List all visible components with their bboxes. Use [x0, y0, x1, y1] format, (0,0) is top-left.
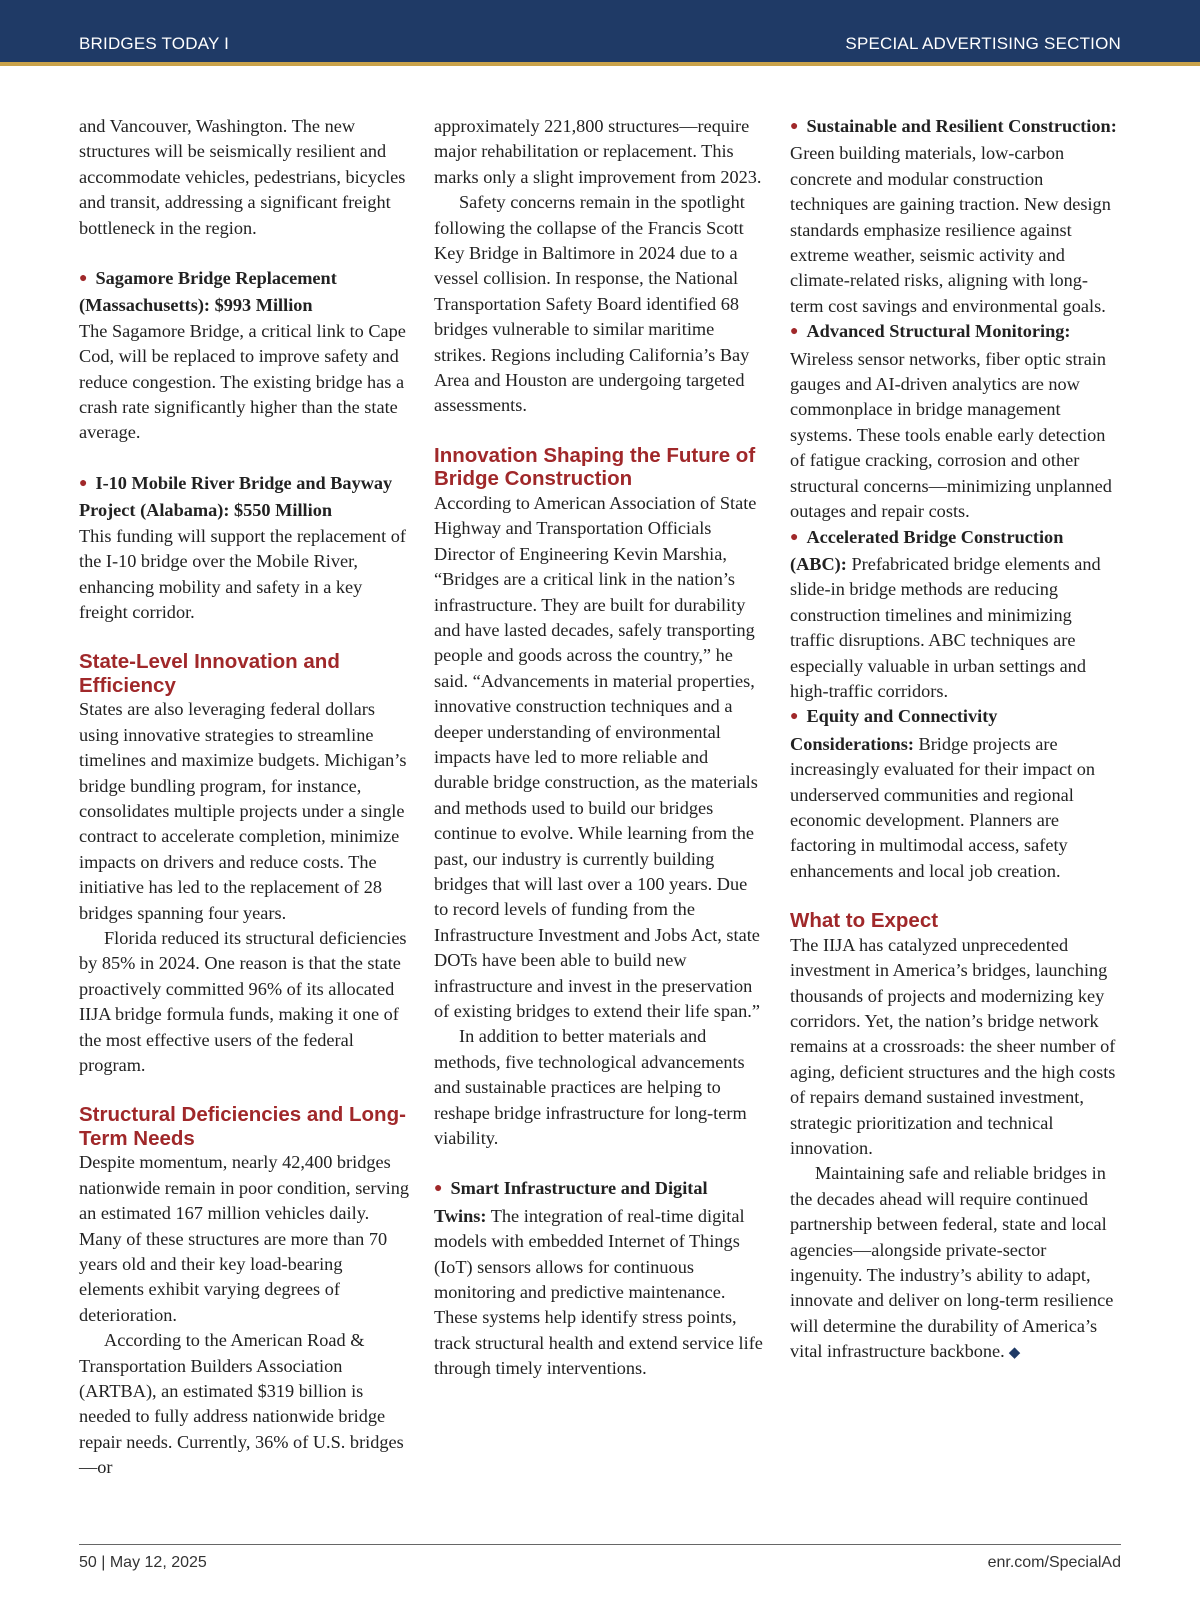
bullet-item [790, 114, 1120, 319]
paragraph: In addition to better materials and methods, five technological advancements and sustainable practices are helping to reshape bridge infrastructure for long-term viability. [434, 1026, 747, 1149]
paragraph-text: Maintaining safe and reliable bridges in the decades ahead will require continued partnership between federal, state and local agencies—alongside private-sector ingenuity. The industry’s ability to adapt, innovate and deliver on long-term resilience will determine the durability of America’s vital infrastructure backbone. [790, 1163, 1114, 1362]
bullet-item [434, 1176, 764, 1381]
bullet-item [79, 266, 409, 319]
bullet-title: Advanced Structural Monitoring: [806, 321, 1071, 342]
bullet-title: Sustainable and Resilient Construction: [806, 116, 1117, 136]
section-heading: Innovation Shaping the Future of Bridge Construction [434, 443, 756, 491]
column-1 [79, 114, 409, 1481]
bullet-icon: ● [79, 475, 88, 491]
footer-link[interactable]: enr.com/SpecialAd [987, 1554, 1121, 1571]
end-mark-icon: ◆ [1008, 1345, 1021, 1362]
paragraph: According to the American Road & Transportation Builders Association (ARTBA), an estimated $319 billion is needed to fully address nationwide bridge repair needs. Currently, 36% of U.S. bridges—or [79, 1330, 404, 1478]
bullet-text: Wireless sensor networks, fiber optic strain gauges and AI-driven analytics are now commonplace in bridge management systems. These tools enable early detection of fatigue cracking, corrosion and other structural concerns—minimizing unplanned outages and repair costs. [790, 348, 1112, 522]
bullet-item [790, 704, 1120, 884]
bullet-icon: ● [79, 271, 88, 287]
bullet-icon: ● [790, 324, 799, 340]
paragraph: The IIJA has catalyzed unprecedented investment in America’s bridges, launching thousands of projects and modernizing key corridors. Yet, the nation’s bridge network remains at a crossroads: the sheer number of aging, deficient structures and the high costs of repairs demand sustained investment, strategic prioritization and technical innovation. [790, 934, 1116, 1158]
page-info: 50 | May 12, 2025 [79, 1554, 207, 1571]
bullet-title: Equity and Connectivity Considerations: [790, 706, 998, 754]
paragraph: and Vancouver, Washington. The new structures will be seismically resilient and accommodate vehicles, pedestrians, bicycles and transit, addressing a significant freight bottleneck in the region. [79, 116, 406, 238]
bullet-icon: ● [790, 529, 799, 545]
header-bar [0, 0, 1200, 66]
paragraph: The Sagamore Bridge, a critical link to Cape Cod, will be replaced to improve safety and reduce congestion. The existing bridge has a crash rate significantly higher than the state average. [79, 320, 406, 443]
bullet-title: Accelerated Bridge Construction (ABC): [790, 526, 1064, 574]
paragraph: Despite momentum, nearly 42,400 bridges nationwide remain in poor condition, serving an estimated 167 million vehicles daily. Many of these structures are more than 70 years old and their key load-bearing elements exhibit varying degrees of deterioration. [79, 1152, 410, 1325]
bullet-text: The integration of real-time digital models with embedded Internet of Things (IoT) sensors allows for continuous monitoring and predictive maintenance. These systems help identify stress points, track structural health and extend service life through timely interventions. [434, 1205, 763, 1379]
bullet-icon: ● [790, 709, 799, 725]
section-label: SPECIAL ADVERTISING SECTION [845, 34, 1121, 53]
column-2 [434, 114, 764, 1382]
footer-rule [79, 1544, 1121, 1545]
bullet-title: Smart Infrastructure and Digital Twins: [434, 1178, 708, 1226]
paragraph: This funding will support the replacement of the I-10 bridge over the Mobile River, enhancing mobility and safety in a key freight corridor. [79, 525, 406, 622]
paragraph: Florida reduced its structural deficiencies by 85% in 2024. One reason is that the state proactively committed 96% of its allocated IIJA bridge formula funds, making it one of the most effective users of the federal program. [79, 927, 407, 1075]
bullet-title: I-10 Mobile River Bridge and Bayway Project (Alabama): $550 Million [79, 472, 393, 521]
section-heading: What to Expect [790, 909, 939, 933]
bullet-text: Prefabricated bridge elements and slide-in bridge methods are reducing construction timelines and minimizing traffic disruptions. ABC techniques are especially valuable in urban settings and high-traffic corridors. [790, 553, 1101, 701]
bullet-item [790, 319, 1120, 524]
section-heading: Structural Deficiencies and Long-Term Needs [79, 1103, 406, 1150]
paragraph: States are also leveraging federal dollars using innovative strategies to streamline timelines and maximize budgets. Michigan’s bridge bundling program, for instance, consolidates multiple projects under a single contract to accelerate completion, minimize impacts on drivers and reduce costs. The initiative has led to the replacement of 28 bridges spanning four years. [79, 699, 407, 923]
bullet-item [790, 525, 1120, 705]
bullet-item [79, 471, 409, 524]
paragraph: Safety concerns remain in the spotlight following the collapse of the Francis Scott Key Bridge in Baltimore in 2024 due to a vessel collision. In response, the National Transportation Safety Board identified 68 bridges vulnerable to similar maritime strikes. Regions including California’s Bay Area and Houston are undergoing targeted assessments. [434, 192, 750, 416]
section-title: BRIDGES TODAY I [79, 34, 230, 53]
bullet-text: Bridge projects are increasingly evaluated for their impact on underserved communities and regional economic development. Planners are factoring in multimodal access, safety enhancements and local job creation. [790, 733, 1096, 881]
column-3 [790, 114, 1120, 1367]
paragraph: approximately 221,800 structures—require major rehabilitation or replacement. This marks only a slight improvement from 2023. [434, 116, 762, 187]
bullet-text: Green building materials, low-carbon concrete and modular construction techniques are gaining traction. New design standards emphasize resilience against extreme weather, seismic activity and climate-related risks, aligning with long-term cost savings and environmental goals. [790, 143, 1111, 316]
paragraph: According to American Association of State Highway and Transportation Officials Director of Engineering Kevin Marshia, “Bridges are a critical link in the nation’s infrastructure. They are built for durability and have lasted decades, safely transporting people and goods across the country,” he said. “Advancements in material properties, innovative construction techniques and a deeper understanding of environmental impacts have led to more reliable and durable bridge construction, as the materials and methods used to build our bridges continue to evolve. While learning from the past, our industry is currently building bridges that will last over a 100 years. Due to record levels of funding from the Infrastructure Investment and Jobs Act, state DOTs have been able to build new infrastructure and invest in the preservation of existing bridges to extend their life span.” [434, 492, 760, 1021]
section-heading: State-Level Innovation and Efficiency [79, 650, 340, 697]
bullet-icon: ● [434, 1181, 443, 1197]
bullet-title: Sagamore Bridge Replacement (Massachusetts): $993 Million [79, 268, 337, 316]
bullet-icon: ● [790, 119, 799, 134]
paragraph [790, 1161, 1120, 1366]
